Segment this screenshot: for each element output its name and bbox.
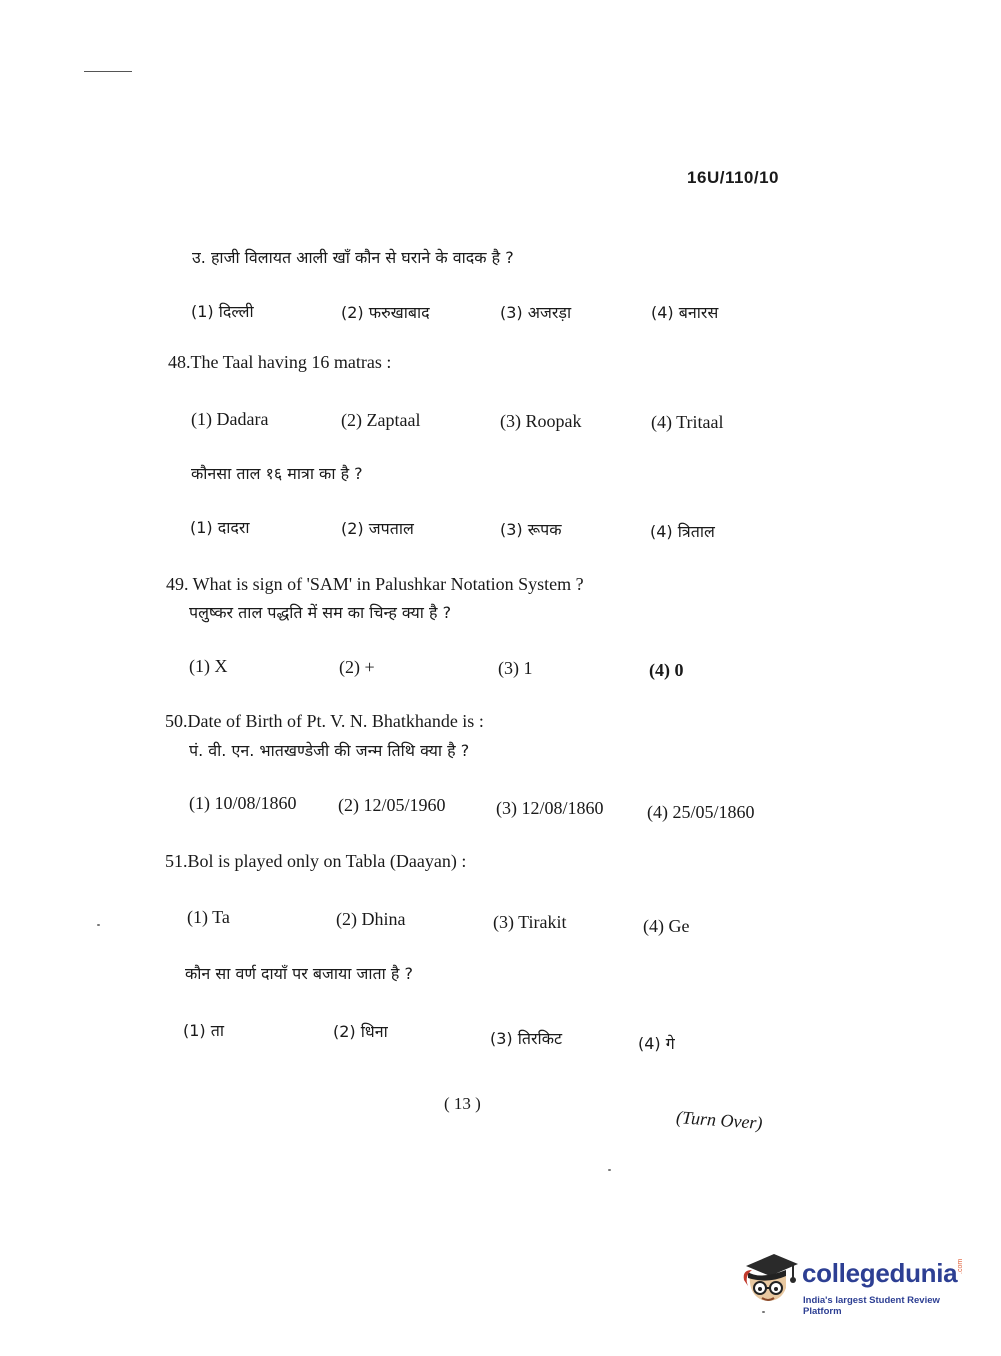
q48-option-2-en: (2) Zaptaal <box>341 410 421 430</box>
q49-question-en: 49. What is sign of 'SAM' in Palushkar Notation System ? <box>166 574 584 594</box>
q48-option-3-hi: (3) रूपक <box>500 520 562 539</box>
q47-option-1: (1) दिल्ली <box>191 302 254 321</box>
q49-option-1: (1) X <box>189 656 228 676</box>
q50-option-4: (4) 25/05/1860 <box>647 802 755 822</box>
q51-option-2-en: (2) Dhina <box>336 909 406 929</box>
q51-option-1-en: (1) Ta <box>187 907 230 927</box>
q51-option-3-hi: (3) तिरकिट <box>490 1029 563 1048</box>
q51-option-2-hi: (2) धिना <box>333 1022 388 1041</box>
paper-code: 16U/110/10 <box>687 168 779 187</box>
q49-option-4: (4) 0 <box>649 660 684 680</box>
q48-option-2-hi: (2) जपताल <box>341 519 414 538</box>
brand-name: collegedunia <box>802 1258 958 1288</box>
q47-option-2: (2) फरुखाबाद <box>341 303 430 322</box>
q51-option-4-hi: (4) गे <box>638 1034 675 1053</box>
q47-question-hi: उ. हाजी विलायत आली खाँ कौन से घराने के वादक है ? <box>192 248 514 267</box>
q48-option-3-en: (3) Roopak <box>500 411 582 431</box>
q50-option-3: (3) 12/08/1860 <box>496 798 604 818</box>
q48-option-4-en: (4) Tritaal <box>651 412 724 432</box>
turn-over-note: (Turn Over) <box>675 1107 764 1133</box>
q51-question-en: 51.Bol is played only on Tabla (Daayan) : <box>165 851 467 871</box>
q50-question-en: 50.Date of Birth of Pt. V. N. Bhatkhande is : <box>165 711 484 731</box>
q49-option-2: (2) + <box>339 657 375 677</box>
collegedunia-watermark <box>740 1248 970 1318</box>
q51-option-3-en: (3) Tirakit <box>493 912 567 932</box>
top-left-rule <box>84 71 132 72</box>
q47-option-4: (4) बनारस <box>651 303 719 322</box>
graduate-mascot-icon <box>740 1250 800 1310</box>
q48-option-4-hi: (4) त्रिताल <box>650 522 715 541</box>
q47-option-3: (3) अजरड़ा <box>500 303 572 322</box>
q48-option-1-en: (1) Dadara <box>191 409 269 429</box>
q48-question-en: 48.The Taal having 16 matras : <box>168 352 392 372</box>
page-number: ( 13 ) <box>444 1094 481 1113</box>
scan-speck <box>608 1169 611 1171</box>
q48-question-hi: कौनसा ताल १६ मात्रा का है ? <box>191 464 363 483</box>
q49-question-hi: पलुष्कर ताल पद्धति में सम का चिन्ह क्या है ? <box>189 603 452 622</box>
q48-option-1-hi: (1) दादरा <box>190 518 250 537</box>
q51-option-4-en: (4) Ge <box>643 916 690 936</box>
q51-option-1-hi: (1) ता <box>183 1021 225 1040</box>
q51-question-hi: कौन सा वर्ण दायाँ पर बजाया जाता है ? <box>185 964 413 983</box>
scan-speck <box>97 924 100 926</box>
q49-option-3: (3) 1 <box>498 658 533 678</box>
brand-suffix: .com <box>957 1258 964 1274</box>
q50-question-hi: पं. वी. एन. भातखण्डेजी की जन्म तिथि क्या है ? <box>189 741 470 760</box>
q50-option-1: (1) 10/08/1860 <box>189 793 297 813</box>
brand-tagline: India's largest Student Review Platform <box>803 1295 940 1317</box>
q50-option-2: (2) 12/05/1960 <box>338 795 446 815</box>
